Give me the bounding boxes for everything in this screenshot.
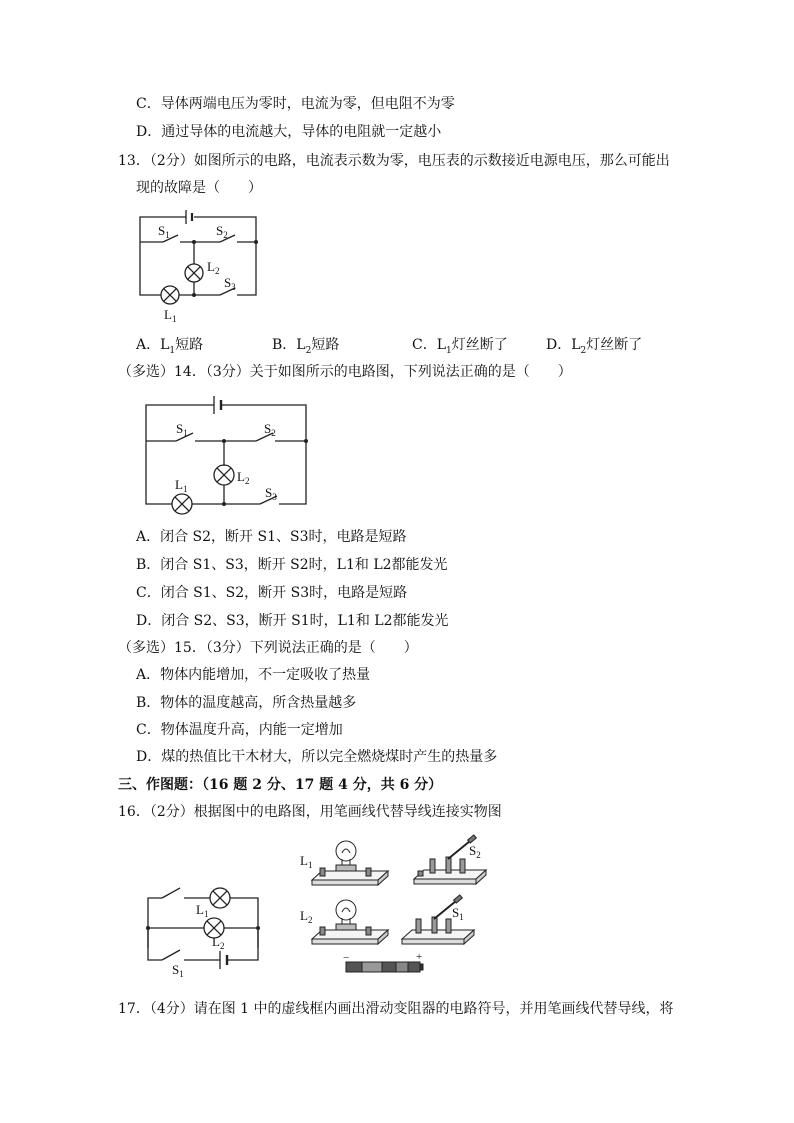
q13-stem-line2: 现的故障是（ ） (136, 180, 262, 196)
q16-lamp-l2-image (312, 900, 388, 944)
q16-label-minus: − (343, 952, 350, 964)
q14-label-s3: $S_3$ (265, 485, 277, 502)
q13-circuit-diagram (138, 205, 278, 325)
q13-option-d: D．$L_2$灯丝断了 (546, 337, 643, 356)
q13-options (136, 335, 696, 355)
q13-label-s2: $S_2$ (216, 223, 228, 240)
q13-label-l2: $L_2$ (207, 259, 220, 276)
q13-label-s3: $S_3$ (224, 275, 236, 292)
q14-label-l2: $L_2$ (237, 469, 250, 486)
section-3-heading: 三、作图题：（16 题 2 分、17 题 4 分，共 6 分） (118, 777, 443, 793)
q15-option-b: B．物体的温度越高，所含热量越多 (136, 695, 357, 711)
q16-battery-image (346, 962, 423, 972)
q14-label-s2: $S_2$ (264, 421, 276, 438)
q16-label-plus: + (416, 951, 423, 963)
q13-option-b: B．$L_2$短路 (272, 337, 340, 356)
q12-option-d: D．通过导体的电流越大，导体的电阻就一定越小 (136, 124, 442, 140)
q13-option-c: C．$L_1$灯丝断了 (412, 337, 508, 356)
q14-option-b: B．闭合 S1、S3，断开 S2时，L1和 L2都能发光 (136, 557, 448, 573)
q14-circuit-diagram (144, 393, 324, 513)
q16-physical-components (298, 835, 498, 975)
q16-stem: 16．（2分）根据图中的电路图，用笔画线代替导线连接实物图 (118, 804, 502, 820)
q13-option-a: A．$L_1$短路 (136, 337, 204, 356)
q13-label-l1: $L_1$ (164, 307, 177, 324)
q16-circuit-diagram (144, 878, 264, 978)
q16-label-l2: $L_2$ (300, 908, 313, 925)
q15-option-a: A．物体内能增加，不一定吸收了热量 (136, 667, 371, 683)
q14-option-a: A．闭合 S2，断开 S1、S3时，电路是短路 (136, 529, 407, 545)
q14-option-d: D．闭合 S2、S3，断开 S1时，L1和 L2都能发光 (136, 613, 449, 629)
q15-option-c: C．物体温度升高，内能一定增加 (136, 722, 343, 738)
q14-option-c: C．闭合 S1、S2，断开 S3时，电路是短路 (136, 585, 408, 601)
q14-label-l1: $L_1$ (175, 477, 188, 494)
q16-label-l1: $L_1$ (300, 853, 313, 870)
q16-schematic-label-s1: $S_1$ (172, 962, 184, 979)
q15-stem: （多选）15．（3分）下列说法正确的是（ ） (118, 640, 418, 656)
q16-label-s2: $S_2$ (469, 843, 481, 860)
q17-stem: 17．（4分）请在图 1 中的虚线框内画出滑动变阻器的电路符号，并用笔画线代替导线，将 (118, 1001, 674, 1017)
q14-label-s1: $S_1$ (176, 421, 188, 438)
q16-schematic-label-l2: $L_2$ (212, 934, 225, 951)
q13-label-s1: $S_1$ (158, 223, 170, 240)
q12-option-c: C．导体两端电压为零时，电流为零，但电阻不为零 (136, 96, 455, 112)
q13-stem-line1: 13．（2分）如图所示的电路，电流表示数为零，电压表的示数接近电源电压，那么可能出 (118, 153, 670, 169)
q16-lamp-l1-image (312, 841, 388, 885)
q14-stem: （多选）14．（3分）关于如图所示的电路图，下列说法正确的是（ ） (118, 364, 572, 380)
q16-label-s1: $S_1$ (452, 905, 464, 922)
q15-option-d: D．煤的热值比干木材大，所以完全燃烧煤时产生的热量多 (136, 749, 498, 765)
q16-schematic-label-l1: $L_1$ (196, 902, 209, 919)
